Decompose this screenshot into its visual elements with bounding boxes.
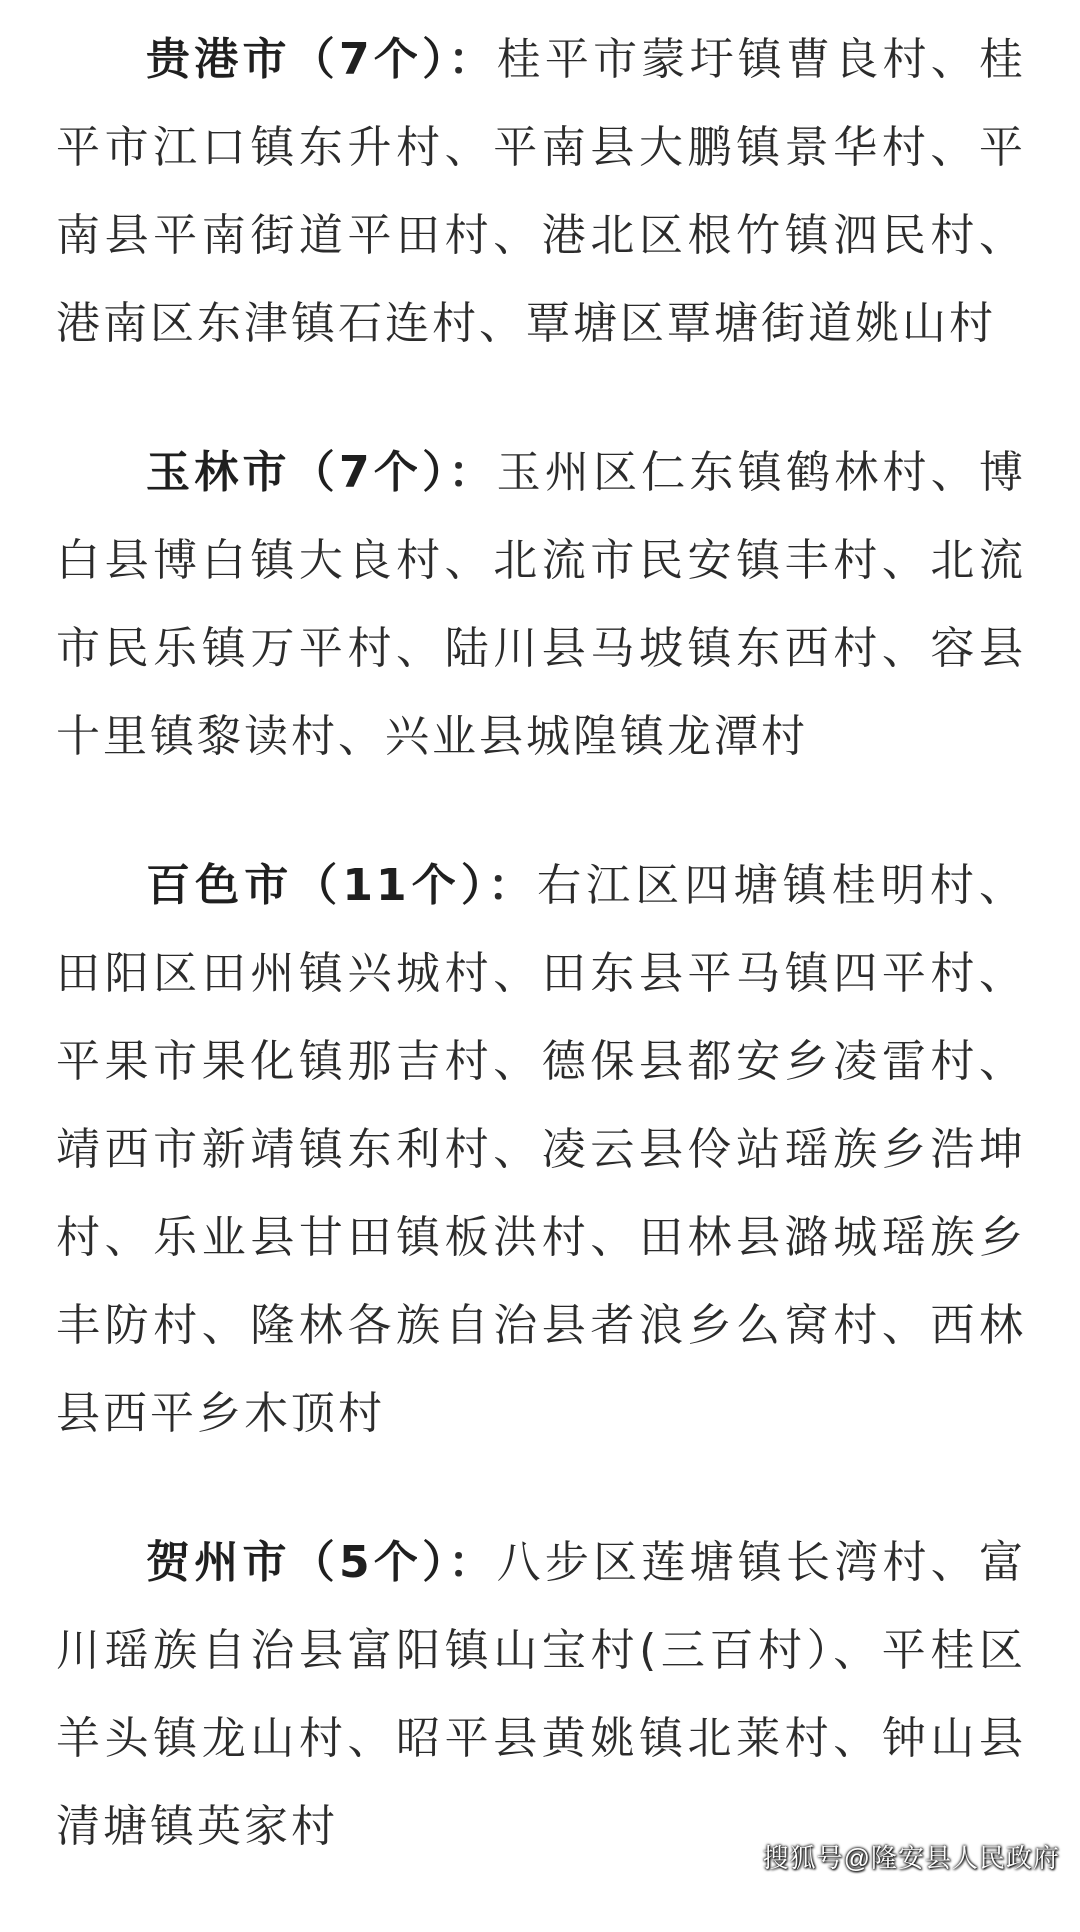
watermark: 搜狐号@隆安县人民政府	[762, 1843, 1060, 1873]
section-guigang	[56, 16, 1026, 368]
city-heading: 百色市（11个）	[146, 860, 488, 911]
section-baise	[56, 842, 1026, 1458]
city-heading: 贵港市（7个）	[146, 34, 449, 85]
colon: ：	[448, 34, 497, 85]
city-heading: 玉林市（7个）	[146, 447, 449, 498]
section-hezhou	[56, 1519, 1026, 1871]
city-heading: 贺州市（5个）	[146, 1537, 449, 1588]
colon: ：	[487, 860, 538, 911]
colon: ：	[448, 447, 497, 498]
village-list: 桂平市蒙圩镇曹良村、桂平市江口镇东升村、平南县大鹏镇景华村、平南县平南街道平田村、港北区根竹镇泗民村、港南区东津镇石连村、覃塘区覃塘街道姚山村	[56, 34, 1027, 349]
village-list: 玉州区仁东镇鹤林村、博白县博白镇大良村、北流市民安镇丰村、北流市民乐镇万平村、陆川县马坡镇东西村、容县十里镇黎读村、兴业县城隍镇龙潭村	[56, 447, 1027, 762]
colon: ：	[448, 1537, 497, 1588]
section-yulin	[56, 429, 1026, 781]
village-list: 右江区四塘镇桂明村、田阳区田州镇兴城村、田东县平马镇四平村、平果市果化镇那吉村、德保县都安乡凌雷村、靖西市新靖镇东利村、凌云县伶站瑶族乡浩坤村、乐业县甘田镇板洪村、田林县潞城瑶族乡丰防村、隆林各族自治县者浪乡么窝村、西林县西平乡木顶村	[56, 860, 1027, 1439]
village-list: 八步区莲塘镇长湾村、富川瑶族自治县富阳镇山宝村(三百村）、平桂区羊头镇龙山村、昭平县黄姚镇北莱村、钟山县清塘镇英家村	[56, 1537, 1027, 1852]
article-body	[56, 16, 1026, 1932]
